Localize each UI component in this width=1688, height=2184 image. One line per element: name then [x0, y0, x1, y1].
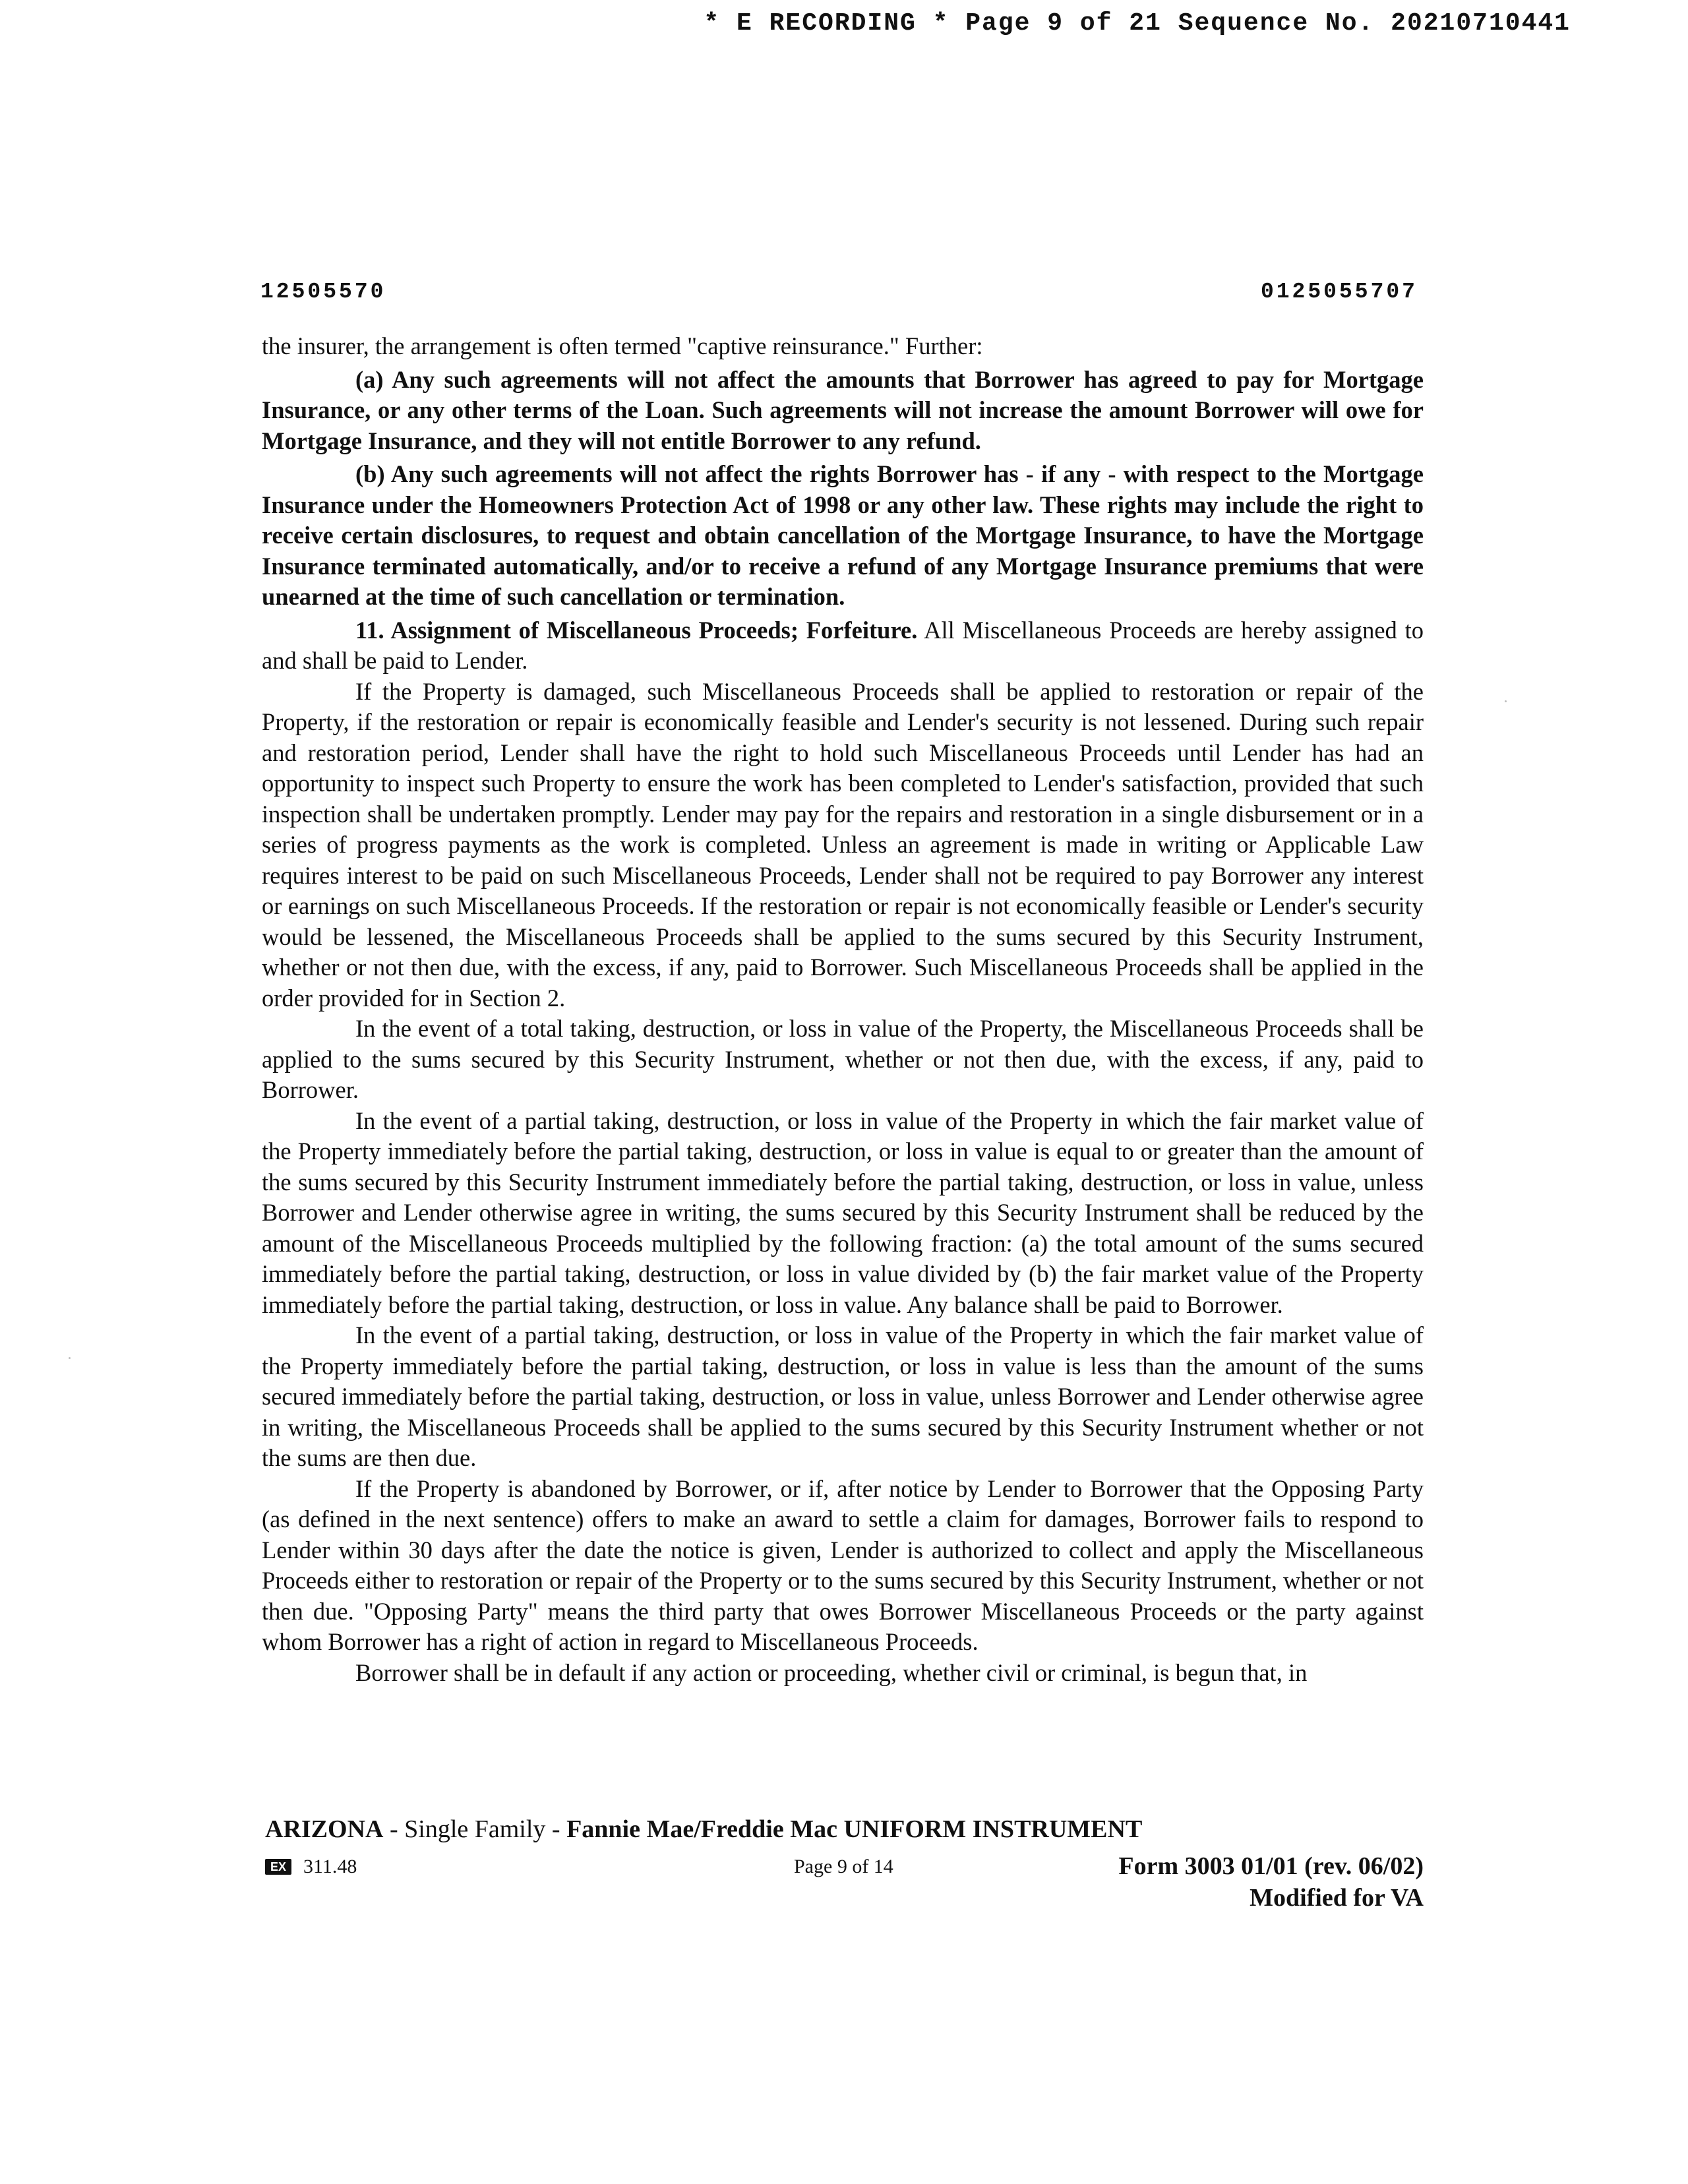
footer-state: ARIZONA — [265, 1815, 384, 1843]
paragraph: If the Property is abandoned by Borrower, or if, after notice by Lender to Borrower that the Opposing Party (as defined in the next sentence) offers to make an award to settle a claim for damages, Borrower fails to respond to Lender within 30 days after the date the notice is given, Lender is authorized to collect and apply the Miscellaneous Proceeds either to restoration or repair of the Property or to the sums secured by this Security Instrument, whether or not then due. "Opposing Party" means the third party that owes Borrower Miscellaneous Proceeds or the party against whom Borrower has a right of action in regard to Miscellaneous Proceeds. — [262, 1474, 1424, 1655]
footer-form-code — [265, 1856, 357, 1878]
loan-number-left: 12505570 — [260, 280, 386, 304]
paragraph-bold: (a) Any such agreements will not affect the amounts that Borrower has agreed to pay for Mortgage Insurance, or any other terms of the Loan. Such agreements will not increase the amount Borrower will owe for Mortgage Insurance, and they will not entitle Borrower to any refund. — [262, 365, 1424, 454]
paragraph-bold: (b) Any such agreements will not affect the rights Borrower has - if any - with respect to the Mortgage Insurance under the Homeowners Protection Act of 1998 or any other law. These rights may include the right to receive certain disclosures, to request and obtain cancellation of the Mortgage Insurance, to have the Mortgage Insurance terminated automatically, and/or to receive a refund of any Mortgage Insurance premiums that were unearned at the time of such cancellation or termination. — [262, 460, 1424, 610]
page-footer — [265, 1815, 1424, 1912]
footer-form-info — [1118, 1850, 1424, 1914]
scan-speck — [69, 1357, 71, 1359]
paragraph: In the event of a partial taking, destruction, or loss in value of the Property in which the fair market value of the Property immediately before the partial taking, destruction, or loss in value is less than the amount of the sums secured immediately before the partial taking, destruction, or loss in value, unless Borrower and Lender otherwise agree in writing, the Miscellaneous Proceeds shall be applied to the sums secured by this Security Instrument whether or not the sums are then due. — [262, 1321, 1424, 1471]
section-paragraph — [262, 615, 1424, 677]
section-text: All Miscellaneous Proceeds are hereby assigned to and shall be paid to Lender. — [262, 616, 1424, 674]
recording-header: * E RECORDING * Page 9 of 21 Sequence No. 20210710441 — [704, 9, 1571, 38]
paragraph: In the event of a partial taking, destruction, or loss in value of the Property in which the fair market value of the Property immediately before the partial taking, destruction, or loss in value is equal to or greater than the amount of the sums secured by this Security Instrument immediately before the partial taking, destruction, or loss in value, unless Borrower and Lender otherwise agree in writing, the sums secured by this Security Instrument shall be reduced by the amount of the Miscellaneous Proceeds multiplied by the following fraction: (a) the total amount of the sums secured immediately before the partial taking, destruction, or loss in value divided by (b) the fair market value of the Property immediately before the partial taking, destruction, or loss in value. Any balance shall be paid to Borrower. — [262, 1107, 1424, 1318]
form-number: Form 3003 01/01 (rev. 06/02) — [1118, 1852, 1424, 1880]
footer-instrument-line — [265, 1815, 1142, 1844]
loan-number-right: 0125055707 — [1260, 280, 1418, 304]
ex-logo-icon: EX — [265, 1859, 291, 1875]
paragraph: If the Property is damaged, such Miscellaneous Proceeds shall be applied to restoration or repair of the Property, if the restoration or repair is economically feasible and Lender's security is not lessened. During such repair and restoration period, Lender shall have the right to hold such Miscellaneous Proceeds until Lender has had an opportunity to inspect such Property to ensure the work has been completed to Lender's satisfaction, provided that such inspection shall be undertaken promptly. Lender may pay for the repairs and restoration in a single disbursement or in a series of progress payments as the work is completed. Unless an agreement is made in writing or Applicable Law requires interest to be paid on such Miscellaneous Proceeds, Lender shall not be required to pay Borrower any interest or earnings on such Miscellaneous Proceeds. If the restoration or repair is not economically feasible or Lender's security would be lessened, the Miscellaneous Proceeds shall be applied to the sums secured by this Security Instrument, whether or not then due, with the excess, if any, paid to Borrower. Such Miscellaneous Proceeds shall be applied in the order provided for in Section 2. — [262, 677, 1424, 1012]
document-body — [262, 331, 1424, 1688]
loan-number-row — [260, 280, 1418, 304]
paragraph: Borrower shall be in default if any action or proceeding, whether civil or criminal, is begun that, in — [355, 1658, 1308, 1686]
scan-speck — [1505, 700, 1507, 702]
modified-note: Modified for VA — [1250, 1884, 1424, 1912]
form-code: 311.48 — [303, 1856, 357, 1877]
page-number: Page 9 of 14 — [794, 1856, 893, 1877]
section-heading: 11. Assignment of Miscellaneous Proceeds; Forfeiture. — [355, 616, 918, 644]
paragraph: the insurer, the arrangement is often termed "captive reinsurance." Further: — [262, 332, 983, 359]
footer-instrument: Fannie Mae/Freddie Mac UNIFORM INSTRUMENT — [566, 1815, 1143, 1843]
paragraph: In the event of a total taking, destruction, or loss in value of the Property, the Miscellaneous Proceeds shall be applied to the sums secured by this Security Instrument, whether or not then due, with the excess, if any, paid to Borrower. — [262, 1015, 1424, 1103]
footer-separator: - Single Family - — [383, 1815, 567, 1843]
